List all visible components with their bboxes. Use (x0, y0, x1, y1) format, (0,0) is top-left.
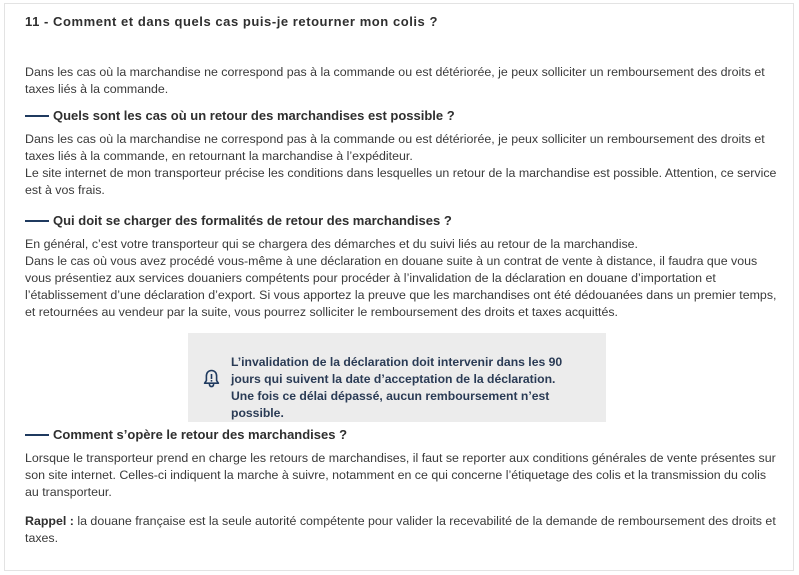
section-body-formalities (25, 236, 780, 321)
section-heading-text: Comment s’opère le retour des marchandises ? (53, 427, 348, 442)
section-heading-procedure (25, 427, 347, 442)
notice-text: L’invalidation de la déclaration doit intervenir dans les 90 jours qui suivent la date d’acceptation de la déclaration. Une fois ce délai dépassé, aucun remboursement n’est possible. (231, 355, 563, 420)
faq-panel (4, 3, 794, 571)
section-heading-cases (25, 108, 455, 123)
section-heading-text: Qui doit se charger des formalités de retour des marchandises ? (53, 213, 452, 228)
heading-dash (25, 115, 49, 117)
reminder-label: Rappel : (25, 514, 74, 528)
reminder-paragraph (25, 513, 780, 547)
reminder-text: la douane française est la seule autorité compétente pour valider la recevabilité de la demande de remboursement des droits et taxes. (25, 514, 776, 545)
alert-bell-icon (203, 369, 220, 388)
faq-question-title: 11 - Comment et dans quels cas puis-je retourner mon colis ? (25, 14, 438, 29)
heading-dash (25, 434, 49, 436)
intro-paragraph (25, 64, 780, 98)
paragraph: Lorsque le transporteur prend en charge les retours de marchandises, il faut se reporter aux conditions générales de vente présentes sur son site internet. Celles-ci indiquent la marche à suivre, notamment en ce qui concerne l’étiquetage des colis et la transmission du colis au transporteur. (25, 451, 776, 499)
heading-dash (25, 220, 49, 222)
section-heading-formalities (25, 213, 452, 228)
paragraph: Dans les cas où la marchandise ne correspond pas à la commande ou est détériorée, je peux solliciter un remboursement des droits et taxes liés à la commande, en retournant la marchandise à l’expéditeur. (25, 132, 765, 163)
section-heading-text: Quels sont les cas où un retour des marchandises est possible ? (53, 108, 455, 123)
paragraph: En général, c’est votre transporteur qui se chargera des démarches et du suivi liés au retour de la marchandise. (25, 237, 638, 251)
paragraph: Le site internet de mon transporteur précise les conditions dans lesquelles un retour de la marchandise est possible. Attention, ce service est à vos frais. (25, 166, 777, 197)
intro-text: Dans les cas où la marchandise ne correspond pas à la commande ou est détériorée, je peux solliciter un remboursement des droits et taxes liés à la commande. (25, 65, 765, 96)
section-body-procedure (25, 450, 780, 501)
paragraph: Dans le cas où vous avez procédé vous-même à une déclaration en douane suite à un contrat de vente à distance, il faudra que vous vous présentiez aux services douaniers compétents pour procéder à l’invalidation de la déclaration en douane d’importation et l’établissement d’une déclaration d’export. Si vous apportez la preuve que les marchandises ont été dédouanées dans un premier temps, et retournées au vendeur par la suite, vous pourrez solliciter le remboursement des droits et taxes acquittés. (25, 254, 777, 319)
notice-box (188, 333, 606, 422)
section-body-cases (25, 131, 780, 199)
